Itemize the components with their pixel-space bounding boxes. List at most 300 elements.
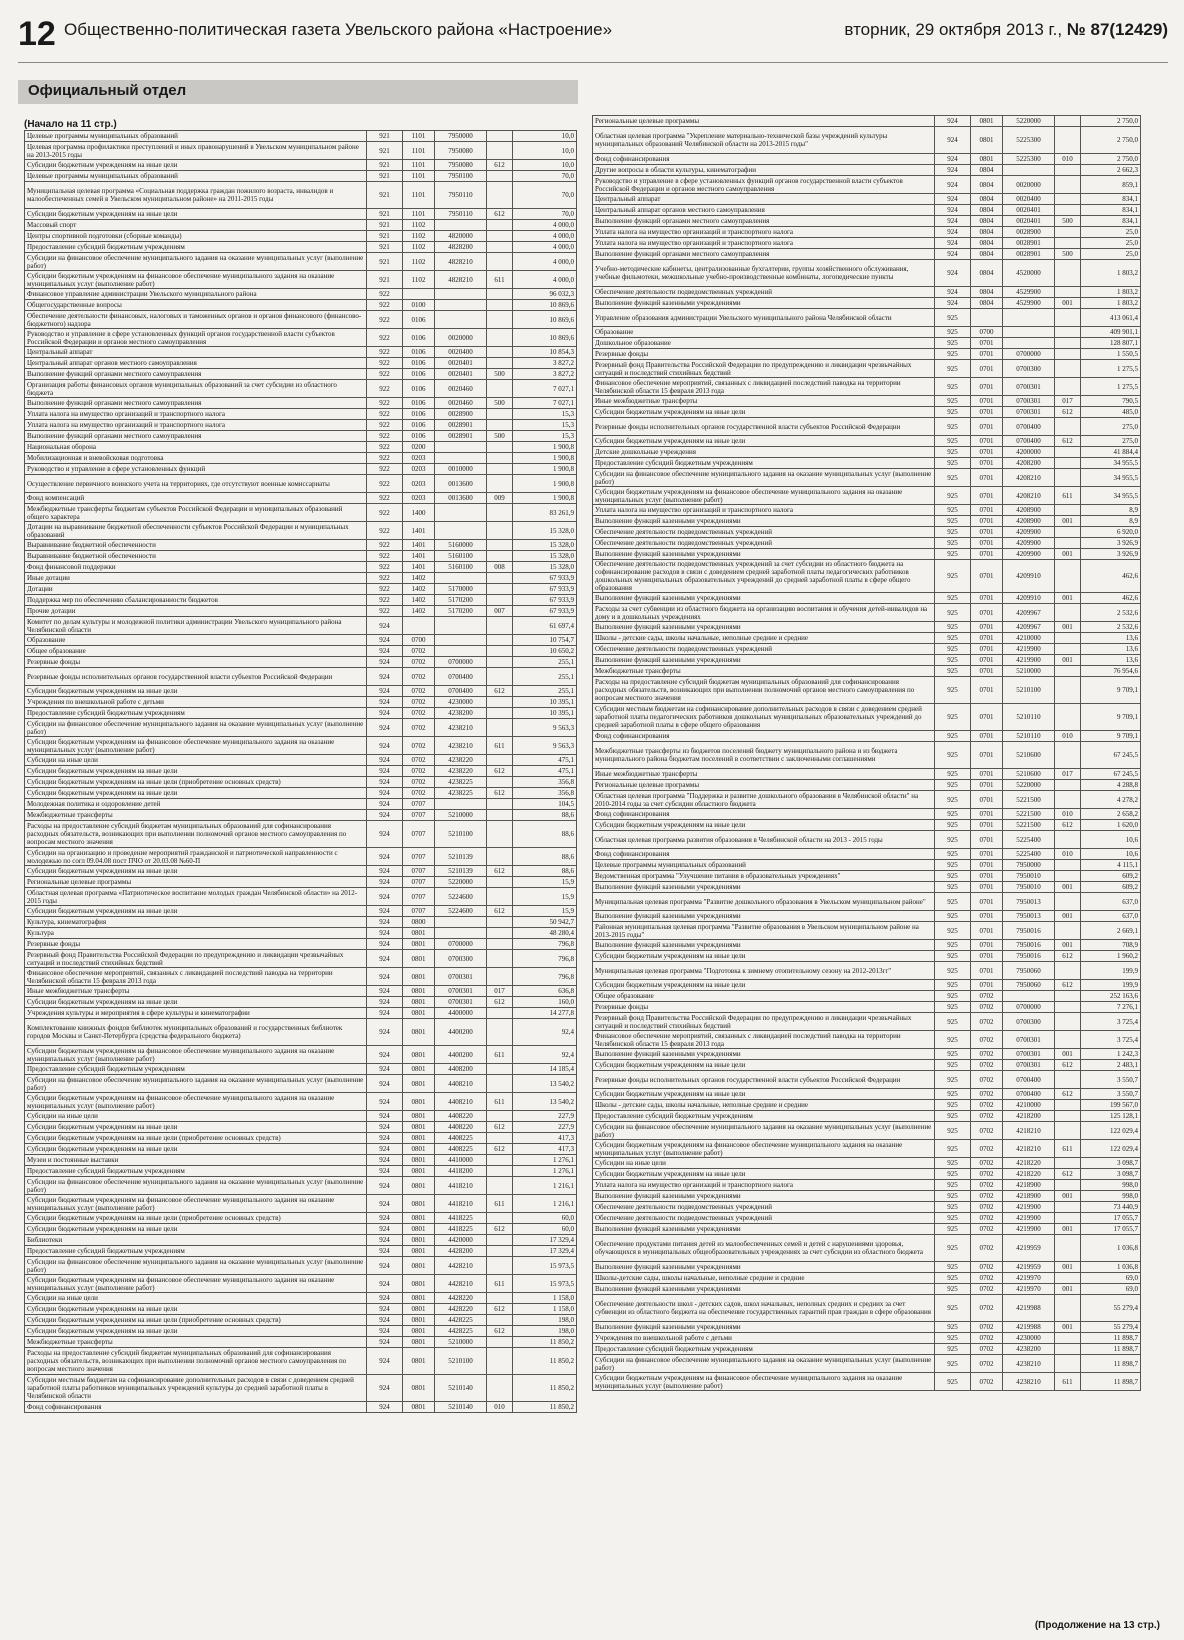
row-ministry-code: 925	[935, 791, 971, 809]
row-amount: 61 697,4	[513, 617, 577, 635]
row-amount: 1 900,8	[513, 475, 577, 493]
row-section-code: 0801	[971, 154, 1003, 165]
row-ministry-code: 924	[367, 1133, 403, 1144]
row-article-code: 5210139	[435, 848, 487, 866]
table-row	[25, 888, 577, 906]
row-ministry-code: 924	[367, 917, 403, 928]
row-section-code: 1102	[403, 242, 435, 253]
row-section-code: 0801	[403, 1304, 435, 1315]
row-expense-type	[1055, 604, 1081, 622]
row-article-code: 4828210	[435, 253, 487, 271]
row-article-code: 0020401	[435, 358, 487, 369]
row-expense-type: 001	[1055, 298, 1081, 309]
row-expense-type	[1055, 165, 1081, 176]
row-expense-type	[487, 810, 513, 821]
table-row	[25, 1144, 577, 1155]
table-row	[593, 622, 1141, 633]
row-article-code: 4408225	[435, 1133, 487, 1144]
row-description: Расходы на предоставление субсидий бюджетам муниципальных образований для софинансирования расходных обязательств, возникающих при выполнении полномочий органов местного самоуправления по вопросам местного значения	[25, 821, 367, 848]
row-ministry-code: 922	[367, 431, 403, 442]
row-article-code: 5221500	[1003, 791, 1055, 809]
row-description: Субсидии бюджетным учреждениям на финансовое обеспечение муниципального задания на оказание муниципальных услуг (выполнение работ)	[25, 1275, 367, 1293]
table-row	[593, 644, 1141, 655]
row-expense-type	[1055, 1333, 1081, 1344]
row-description: Выполнение функций казенными учреждениями	[593, 593, 935, 604]
row-description: Школы-детские сады, школы начальные, неполные средние и средние	[593, 1273, 935, 1284]
row-ministry-code: 925	[935, 407, 971, 418]
row-amount: 10,6	[1081, 849, 1141, 860]
row-amount: 13,6	[1081, 633, 1141, 644]
row-description: Обеспечение деятельности подведомственных учреждений	[593, 644, 935, 655]
row-amount: 11 850,2	[513, 1348, 577, 1375]
row-article-code: 4418225	[435, 1224, 487, 1235]
table-row	[25, 300, 577, 311]
row-section-code: 0707	[403, 866, 435, 877]
row-section-code: 0801	[403, 1348, 435, 1375]
row-expense-type	[1055, 1273, 1081, 1284]
row-article-code: 4208210	[1003, 469, 1055, 487]
row-amount: 11 898,7	[1081, 1373, 1141, 1391]
row-section-code: 0702	[971, 1295, 1003, 1322]
row-ministry-code: 925	[935, 560, 971, 593]
row-expense-type	[1055, 860, 1081, 871]
row-description: Субсидии бюджетным учреждениям на финансовое обеспечение муниципального задания на оказание муниципальных услуг (выполнение работ)	[593, 1140, 935, 1158]
row-expense-type	[487, 551, 513, 562]
row-ministry-code: 924	[367, 799, 403, 810]
row-amount: 10 650,2	[513, 646, 577, 657]
row-amount: 8,9	[1081, 516, 1141, 527]
row-section-code: 0701	[971, 516, 1003, 527]
row-description: Центральный аппарат органов местного самоуправления	[25, 358, 367, 369]
row-ministry-code: 924	[367, 1144, 403, 1155]
row-amount: 76 954,6	[1081, 666, 1141, 677]
row-article-code: 0013600	[435, 493, 487, 504]
table-row	[593, 1013, 1141, 1031]
row-article-code: 7950000	[435, 131, 487, 142]
row-ministry-code: 922	[367, 573, 403, 584]
row-article-code: 4428225	[435, 1326, 487, 1337]
row-expense-type	[1055, 1295, 1081, 1322]
row-amount: 83 261,9	[513, 504, 577, 522]
table-row	[25, 493, 577, 504]
row-section-code: 0701	[971, 338, 1003, 349]
row-expense-type	[487, 220, 513, 231]
row-section-code: 0804	[971, 227, 1003, 238]
row-description: Субсидии на иные цели	[25, 1111, 367, 1122]
row-section-code: 0702	[971, 1235, 1003, 1262]
row-description: Субсидии бюджетным учреждениям на иные цели (приобретение основных средств)	[25, 777, 367, 788]
row-article-code: 5225300	[1003, 127, 1055, 154]
row-description: Субсидии бюджетным учреждениям на иные цели	[593, 436, 935, 447]
row-expense-type: 009	[487, 493, 513, 504]
row-ministry-code: 925	[935, 1224, 971, 1235]
row-ministry-code: 924	[367, 939, 403, 950]
row-expense-type: 017	[1055, 396, 1081, 407]
row-amount: 34 955,5	[1081, 458, 1141, 469]
row-amount: 198,0	[513, 1326, 577, 1337]
row-expense-type	[1055, 127, 1081, 154]
row-section-code: 0701	[971, 644, 1003, 655]
row-amount: 3 550,7	[1081, 1071, 1141, 1089]
row-expense-type: 611	[1055, 1140, 1081, 1158]
row-article-code: 4529900	[1003, 287, 1055, 298]
row-description: Субсидии бюджетным учреждениям на финансовое обеспечение муниципального задания на оказание муниципальных услуг (выполнение работ)	[593, 487, 935, 505]
table-row	[593, 593, 1141, 604]
table-row	[593, 418, 1141, 436]
row-article-code: 7950100	[435, 171, 487, 182]
row-expense-type: 001	[1055, 1262, 1081, 1273]
row-article-code: 5210100	[435, 821, 487, 848]
row-article-code: 5220000	[1003, 780, 1055, 791]
row-description: Субсидии бюджетным учреждениям на иные цели	[593, 1060, 935, 1071]
row-description: Выполнение функций казенными учреждениями	[593, 1049, 935, 1060]
row-expense-type: 612	[487, 209, 513, 220]
row-expense-type	[487, 1257, 513, 1275]
row-expense-type: 008	[487, 562, 513, 573]
row-ministry-code: 925	[935, 487, 971, 505]
row-article-code: 5170200	[435, 595, 487, 606]
row-ministry-code: 925	[935, 1089, 971, 1100]
row-expense-type: 001	[1055, 622, 1081, 633]
row-expense-type	[487, 242, 513, 253]
row-expense-type: 611	[487, 1195, 513, 1213]
budget-table-right	[592, 115, 1141, 1391]
row-ministry-code: 925	[935, 860, 971, 871]
row-ministry-code: 922	[367, 493, 403, 504]
row-ministry-code: 925	[935, 396, 971, 407]
page-header	[18, 14, 1168, 54]
row-description: Уплата налога на имущество организаций и транспортного налога	[25, 409, 367, 420]
row-description: Субсидии бюджетным учреждениям на иные цели	[593, 951, 935, 962]
row-description: Руководство и управление в сфере установленных функций органов государственной власти субъектов Российской Федерации и органов местного самоуправления	[593, 176, 935, 194]
row-expense-type	[1055, 227, 1081, 238]
row-article-code: 4238210	[1003, 1355, 1055, 1373]
row-expense-type: 001	[1055, 1049, 1081, 1060]
row-article-code: 0020000	[1003, 176, 1055, 194]
row-description: Детские дошкольные учреждения	[593, 447, 935, 458]
row-expense-type	[487, 347, 513, 358]
row-article-code: 4238220	[435, 755, 487, 766]
row-ministry-code: 922	[367, 595, 403, 606]
table-row	[25, 311, 577, 329]
table-row	[593, 809, 1141, 820]
row-expense-type: 611	[487, 1046, 513, 1064]
row-ministry-code: 924	[367, 1235, 403, 1246]
table-row	[25, 788, 577, 799]
row-section-code: 0702	[971, 1202, 1003, 1213]
row-article-code: 0028900	[435, 409, 487, 420]
row-expense-type: 010	[1055, 809, 1081, 820]
table-row	[25, 737, 577, 755]
row-section-code: 0701	[971, 549, 1003, 560]
row-description: Фонд финансовой поддержки	[25, 562, 367, 573]
row-expense-type	[487, 182, 513, 209]
table-row	[593, 860, 1141, 871]
row-article-code: 0028901	[435, 431, 487, 442]
row-section-code: 1401	[403, 540, 435, 551]
row-section-code: 0702	[971, 1262, 1003, 1273]
row-description: Мобилизационная и вневойсковая подготовка	[25, 453, 367, 464]
row-ministry-code: 925	[935, 1180, 971, 1191]
table-row	[25, 906, 577, 917]
table-row	[25, 1177, 577, 1195]
row-description: Образование	[25, 635, 367, 646]
row-amount: 2 750,0	[1081, 127, 1141, 154]
row-amount: 15,3	[513, 431, 577, 442]
row-expense-type	[487, 719, 513, 737]
row-expense-type	[487, 171, 513, 182]
row-ministry-code: 925	[935, 538, 971, 549]
row-ministry-code: 925	[935, 820, 971, 831]
row-amount: 998,0	[1081, 1191, 1141, 1202]
row-article-code: 4238200	[435, 708, 487, 719]
table-row	[593, 516, 1141, 527]
row-expense-type: 612	[487, 1224, 513, 1235]
table-row	[593, 396, 1141, 407]
row-section-code: 0801	[403, 1075, 435, 1093]
row-article-code: 7950013	[1003, 893, 1055, 911]
row-ministry-code: 924	[367, 1075, 403, 1093]
table-row	[25, 697, 577, 708]
row-description: Субсидии на финансовое обеспечение муниципального задания на оказание муниципальных услуг (выполнение работ)	[25, 253, 367, 271]
row-section-code: 0106	[403, 358, 435, 369]
row-ministry-code: 921	[367, 142, 403, 160]
row-ministry-code: 924	[367, 657, 403, 668]
row-article-code	[435, 928, 487, 939]
table-row	[593, 205, 1141, 216]
row-article-code: 4208900	[1003, 505, 1055, 516]
row-section-code: 0801	[403, 928, 435, 939]
row-expense-type: 611	[487, 1093, 513, 1111]
row-section-code: 0702	[403, 686, 435, 697]
row-ministry-code: 924	[367, 1008, 403, 1019]
row-amount: 67 933,9	[513, 606, 577, 617]
row-article-code: 4408210	[435, 1093, 487, 1111]
row-section-code: 0701	[971, 951, 1003, 962]
row-ministry-code: 925	[935, 447, 971, 458]
row-ministry-code: 925	[935, 742, 971, 769]
row-section-code: 0701	[971, 447, 1003, 458]
row-section-code: 0701	[971, 940, 1003, 951]
table-row	[593, 1122, 1141, 1140]
table-row	[25, 464, 577, 475]
row-expense-type	[1055, 922, 1081, 940]
row-section-code: 0106	[403, 347, 435, 358]
row-description: Субсидии бюджетным учреждениям на иные цели	[593, 407, 935, 418]
row-expense-type	[1055, 116, 1081, 127]
row-section-code: 0707	[403, 810, 435, 821]
row-article-code: 7950080	[435, 142, 487, 160]
table-row	[25, 289, 577, 300]
row-ministry-code: 925	[935, 338, 971, 349]
row-expense-type	[1055, 360, 1081, 378]
row-expense-type	[1055, 1213, 1081, 1224]
row-section-code: 0203	[403, 464, 435, 475]
row-expense-type	[1055, 791, 1081, 809]
row-amount: 17 055,7	[1081, 1224, 1141, 1235]
row-ministry-code: 925	[935, 731, 971, 742]
row-description: Субсидии бюджетным учреждениям на иные цели	[25, 997, 367, 1008]
row-amount: 3 926,9	[1081, 538, 1141, 549]
row-ministry-code: 924	[935, 249, 971, 260]
table-row	[593, 871, 1141, 882]
row-amount: 55 279,4	[1081, 1322, 1141, 1333]
row-amount: 1 550,5	[1081, 349, 1141, 360]
row-article-code	[1003, 991, 1055, 1002]
row-article-code: 0020401	[1003, 216, 1055, 227]
row-article-code: 4428200	[435, 1246, 487, 1257]
row-article-code	[1003, 338, 1055, 349]
row-description: Школы - детские сады, школы начальные, неполные средние и средние	[593, 1100, 935, 1111]
row-amount: 10 869,6	[513, 300, 577, 311]
row-description: Субсидии бюджетным учреждениям на иные цели	[25, 1224, 367, 1235]
row-article-code: 5225300	[1003, 154, 1055, 165]
row-expense-type	[487, 939, 513, 950]
row-amount: 104,5	[513, 799, 577, 810]
row-section-code: 0702	[971, 1273, 1003, 1284]
table-row	[593, 165, 1141, 176]
row-article-code: 4420000	[435, 1235, 487, 1246]
row-expense-type	[487, 1315, 513, 1326]
row-amount: 462,6	[1081, 560, 1141, 593]
row-expense-type	[1055, 1158, 1081, 1169]
table-row	[25, 182, 577, 209]
row-ministry-code: 925	[935, 655, 971, 666]
row-section-code: 0702	[971, 1180, 1003, 1191]
row-description: Уплата налога на имущество организаций и транспортного налога	[593, 505, 935, 516]
row-amount: 9 563,3	[513, 737, 577, 755]
row-section-code: 0804	[971, 249, 1003, 260]
row-section-code: 0702	[971, 1111, 1003, 1122]
row-section-code: 0701	[971, 820, 1003, 831]
row-description: Фонд софинансирования	[593, 731, 935, 742]
row-amount: 15,9	[513, 906, 577, 917]
table-row	[25, 799, 577, 810]
row-expense-type: 010	[1055, 731, 1081, 742]
table-row	[25, 1093, 577, 1111]
row-section-code: 0701	[971, 980, 1003, 991]
row-ministry-code: 924	[935, 287, 971, 298]
row-ministry-code: 925	[935, 436, 971, 447]
table-row	[593, 287, 1141, 298]
row-section-code: 0701	[971, 769, 1003, 780]
table-row	[25, 398, 577, 409]
row-section-code: 0801	[403, 1133, 435, 1144]
row-description: Предоставление субсидий бюджетным учреждениям	[593, 458, 935, 469]
row-article-code: 7950110	[435, 209, 487, 220]
row-section-code: 0701	[971, 809, 1003, 820]
row-description: Субсидии бюджетным учреждениям на финансовое обеспечение муниципального задания на оказание муниципальных услуг (выполнение работ)	[25, 1046, 367, 1064]
row-description: Финансовое обеспечение мероприятий, связанных с ликвидацией последствий паводка на территории Челябинской области 15 февраля 2013 года	[593, 378, 935, 396]
row-amount: 1 900,8	[513, 464, 577, 475]
row-expense-type	[487, 968, 513, 986]
row-expense-type: 001	[1055, 516, 1081, 527]
row-expense-type: 612	[487, 906, 513, 917]
row-amount: 15 973,5	[513, 1257, 577, 1275]
row-description: Обеспечение деятельности школ - детских садов, школ начальных, неполных средних и средних за счет субвенции из областного бюджета на обеспечение государственных гарантий прав граждан в сфере образования	[593, 1295, 935, 1322]
row-ministry-code: 925	[935, 1122, 971, 1140]
row-ministry-code: 924	[935, 260, 971, 287]
table-row	[25, 1019, 577, 1046]
row-article-code: 5221500	[1003, 820, 1055, 831]
row-section-code: 0702	[971, 1140, 1003, 1158]
table-row	[593, 922, 1141, 940]
table-row	[25, 1133, 577, 1144]
table-row	[593, 1111, 1141, 1122]
row-amount: 10 754,7	[513, 635, 577, 646]
row-ministry-code: 922	[367, 540, 403, 551]
table-row	[593, 780, 1141, 791]
row-amount: 1 900,8	[513, 453, 577, 464]
row-expense-type: 612	[487, 1304, 513, 1315]
row-amount: 88,6	[513, 810, 577, 821]
row-section-code: 0801	[403, 1093, 435, 1111]
row-description: Учебно-методические кабинеты, централизованные бухгалтерии, группы хозяйственного обслуживания, учебные фильмотеки, межшкольные учебно-производственные комбинаты, логопедические пункты	[593, 260, 935, 287]
row-description: Субсидии на иные цели	[25, 1293, 367, 1304]
row-description: Субсидии бюджетным учреждениям на иные цели	[25, 1304, 367, 1315]
row-amount: 11 850,2	[513, 1375, 577, 1402]
table-row	[593, 991, 1141, 1002]
row-amount: 227,9	[513, 1122, 577, 1133]
row-expense-type	[487, 311, 513, 329]
row-section-code: 0804	[971, 205, 1003, 216]
row-expense-type	[487, 1111, 513, 1122]
row-ministry-code: 925	[935, 1060, 971, 1071]
row-amount: 9 709,1	[1081, 731, 1141, 742]
row-amount: 796,8	[513, 939, 577, 950]
table-row	[593, 1140, 1141, 1158]
table-row	[593, 176, 1141, 194]
table-row	[593, 655, 1141, 666]
row-description: Культура	[25, 928, 367, 939]
row-description: Организация работы финансовых органов муниципальных образований за счет субсидии из областного бюджета	[25, 380, 367, 398]
row-description: Выравнивание бюджетной обеспеченности	[25, 540, 367, 551]
row-section-code: 0701	[971, 666, 1003, 677]
row-ministry-code: 925	[935, 831, 971, 849]
row-section-code: 0804	[971, 298, 1003, 309]
row-amount: 34 955,5	[1081, 469, 1141, 487]
row-description: Комплектование книжных фондов библиотек муниципальных образований и государственных библиотек городов Москвы и Санкт-Петербурга (средства федерального бюджета)	[25, 1019, 367, 1046]
row-ministry-code: 924	[367, 1257, 403, 1275]
row-section-code: 0106	[403, 431, 435, 442]
table-row	[593, 469, 1141, 487]
row-expense-type	[1055, 1031, 1081, 1049]
table-row	[593, 194, 1141, 205]
row-description: Субсидии бюджетным учреждениям на иные цели	[25, 686, 367, 697]
row-ministry-code: 924	[367, 737, 403, 755]
row-ministry-code: 925	[935, 516, 971, 527]
row-section-code: 0702	[971, 1224, 1003, 1235]
row-expense-type	[1055, 1355, 1081, 1373]
row-ministry-code: 922	[367, 311, 403, 329]
row-description: Субсидии бюджетным учреждениям на финансовое обеспечение муниципального задания на оказание муниципальных услуг (выполнение работ)	[593, 1373, 935, 1391]
row-ministry-code: 924	[367, 635, 403, 646]
row-article-code: 4208200	[1003, 458, 1055, 469]
row-section-code: 0702	[403, 708, 435, 719]
table-row	[25, 475, 577, 493]
row-amount: 10 854,3	[513, 347, 577, 358]
row-section-code: 1101	[403, 142, 435, 160]
row-article-code: 4209910	[1003, 560, 1055, 593]
row-amount: 4 000,0	[513, 220, 577, 231]
row-section-code: 0801	[403, 1326, 435, 1337]
table-row	[593, 1191, 1141, 1202]
row-description: Ведомственная программа "Улучшение питания в образовательных учреждениях"	[593, 871, 935, 882]
row-description: Обеспечение деятельности подведомственных учреждений	[593, 1202, 935, 1213]
row-description: Расходы на предоставление субсидий бюджетам муниципальных образований для софинансирования расходных обязательств, возникающих при выполнении полномочий органов местного самоуправления по вопросам местного значения	[25, 1348, 367, 1375]
row-description: Выполнение функций казенными учреждениями	[593, 1191, 935, 1202]
row-description: Учреждения по внешкольной работе с детьми	[593, 1333, 935, 1344]
